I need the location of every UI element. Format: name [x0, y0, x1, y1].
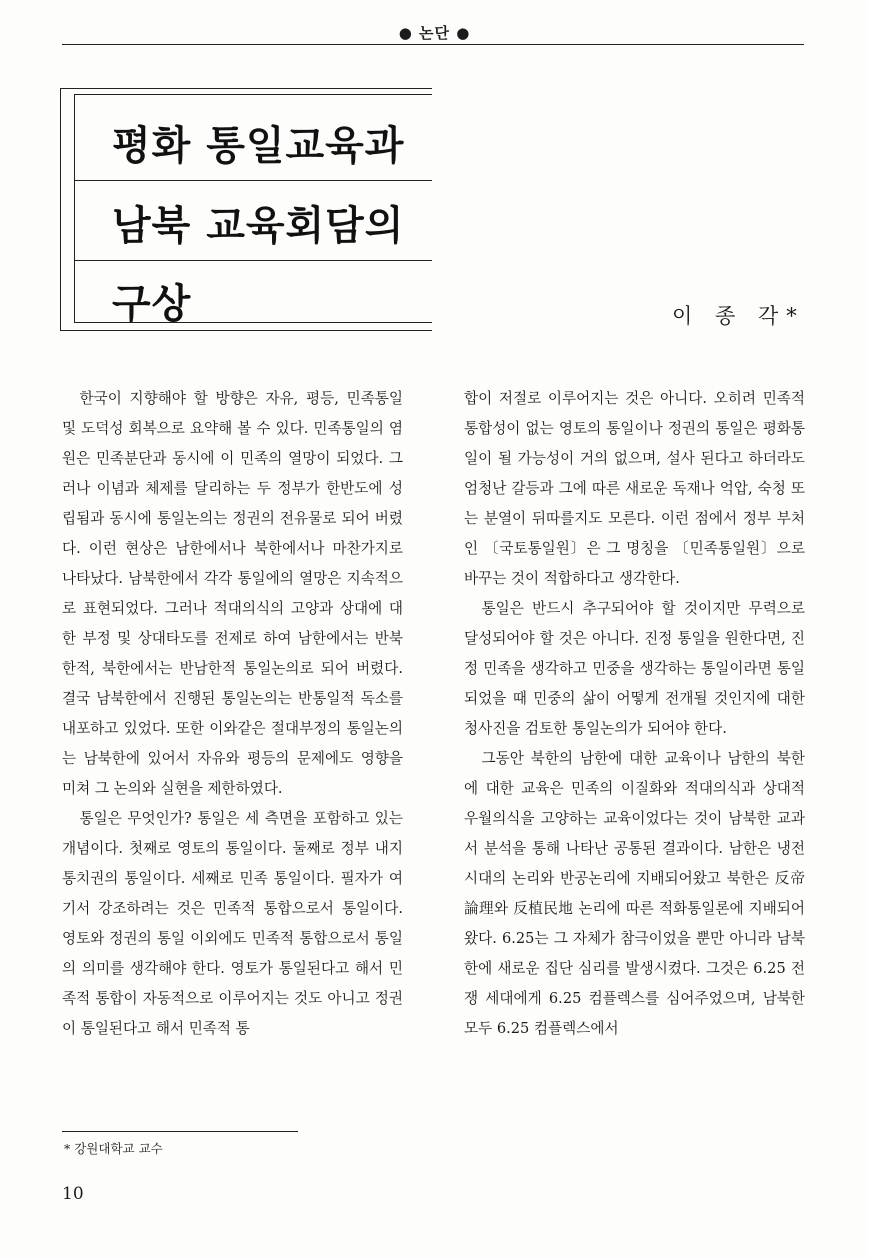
- title-line-3: 구상: [112, 281, 192, 327]
- footnote-rule: [62, 1131, 298, 1132]
- title-line-2: 남북 교육회담의: [112, 203, 405, 249]
- right-column: [464, 384, 805, 1044]
- title-line-1: 평화 통일교육과: [112, 123, 405, 169]
- section-label: ● 논단 ●: [398, 24, 471, 42]
- page-number: 10: [62, 1184, 84, 1204]
- paragraph: 합이 저절로 이루어지는 것은 아니다. 오히려 민족적 통합성이 없는 영토의 통일이나 정권의 통일은 평화통일이 될 가능성이 거의 없으며, 설사 된다고 하더라도 엄청난 갈등과 그에 따른 새로운 독재나 억압, 숙청 또는 분열이 뒤따를지도 모른다. 이런 점에서 정부 부처인 〔국토통일원〕은 그 명칭을 〔민족통일원〕으로 바꾸는 것이 적합하다고 생각한다.: [464, 390, 805, 587]
- left-column: [62, 384, 403, 1044]
- paragraph: 통일은 반드시 추구되어야 할 것이지만 무력으로 달성되어야 할 것은 아니다. 진정 통일을 원한다면, 진정 민족을 생각하고 민중을 생각하는 통일이라면 통일되었을 때 민중의 삶이 어떻게 전개될 것인지에 대한 청사진을 검토한 통일논의가 되어야 한다.: [464, 600, 805, 737]
- author-name: 이 종 각*: [672, 304, 805, 328]
- paragraph: 한국이 지향해야 할 방향은 자유, 평등, 민족통일 및 도덕성 회복으로 요약해 볼 수 있다. 민족통일의 염원은 민족분단과 동시에 이 민족의 열망이 되었다. 그러나 이념과 체제를 달리하는 두 정부가 한반도에 성립됨과 동시에 통일논의는 정권의 전유물로 되어 버렸다. 이런 현상은 남한에서나 북한에서나 마찬가지로 나타났다. 남북한에서 각각 통일에의 열망은 지속적으로 표현되었다. 그러나 적대의식의 고양과 상대에 대한 부정 및 상대타도를 전제로 하여 남한에서는 반북한적, 북한에서는 반남한적 통일논의로 되어 버렸다. 결국 남북한에서 진행된 통일논의는 반통일적 독소를 내포하고 있었다. 또한 이와같은 절대부정의 통일논의는 남북한에 있어서 자유와 평등의 문제에도 영향을 미쳐 그 논의와 실현을 제한하였다.: [62, 390, 403, 797]
- title-divider-2: [74, 260, 432, 261]
- title-box-top-inner-rule: [74, 94, 432, 95]
- title-divider-1: [74, 180, 432, 181]
- paragraph: 통일은 무엇인가? 통일은 세 측면을 포함하고 있는 개념이다. 첫째로 영토의 통일이다. 둘째로 정부 내지 통치권의 통일이다. 세째로 민족 통일이다. 필자가 여기서 강조하려는 것은 민족적 통합으로서 통일이다. 영토와 정권의 통일 이외에도 민족적 통합으로서 통일의 의미를 생각해야 한다. 영토가 통일된다고 해서 민족적 통합이 자동적으로 이루어지는 것도 아니고 정권이 통일된다고 해서 민족적 통: [62, 810, 403, 1037]
- footnote: * 강원대학교 교수: [64, 1141, 163, 1156]
- title-box-top-rule: [60, 88, 432, 89]
- title-box: [60, 88, 432, 330]
- paragraph: 그동안 북한의 남한에 대한 교육이나 남한의 북한에 대한 교육은 민족의 이질화와 적대의식과 상대적 우월의식을 고양하는 교육이었다는 것이 남북한 교과서 분석을 통해 나타난 공통된 결과이다. 남한은 냉전시대의 논리와 반공논리에 지배되어왔고 북한은 反帝論理와 反植民地 논리에 따른 적화통일론에 지배되어 왔다. 6.25는 그 자체가 참극이었을 뿐만 아니라 남북한에 새로운 집단 심리를 발생시켰다. 그것은 6.25 전쟁 세대에게 6.25 컴플렉스를 심어주었으며, 남북한 모두 6.25 컴플렉스에서: [464, 750, 805, 1037]
- title-box-inner-border: [74, 94, 75, 322]
- header-rule: [62, 44, 804, 45]
- title-box-outer-border: [60, 88, 61, 330]
- title-box-bottom-rule: [60, 330, 432, 331]
